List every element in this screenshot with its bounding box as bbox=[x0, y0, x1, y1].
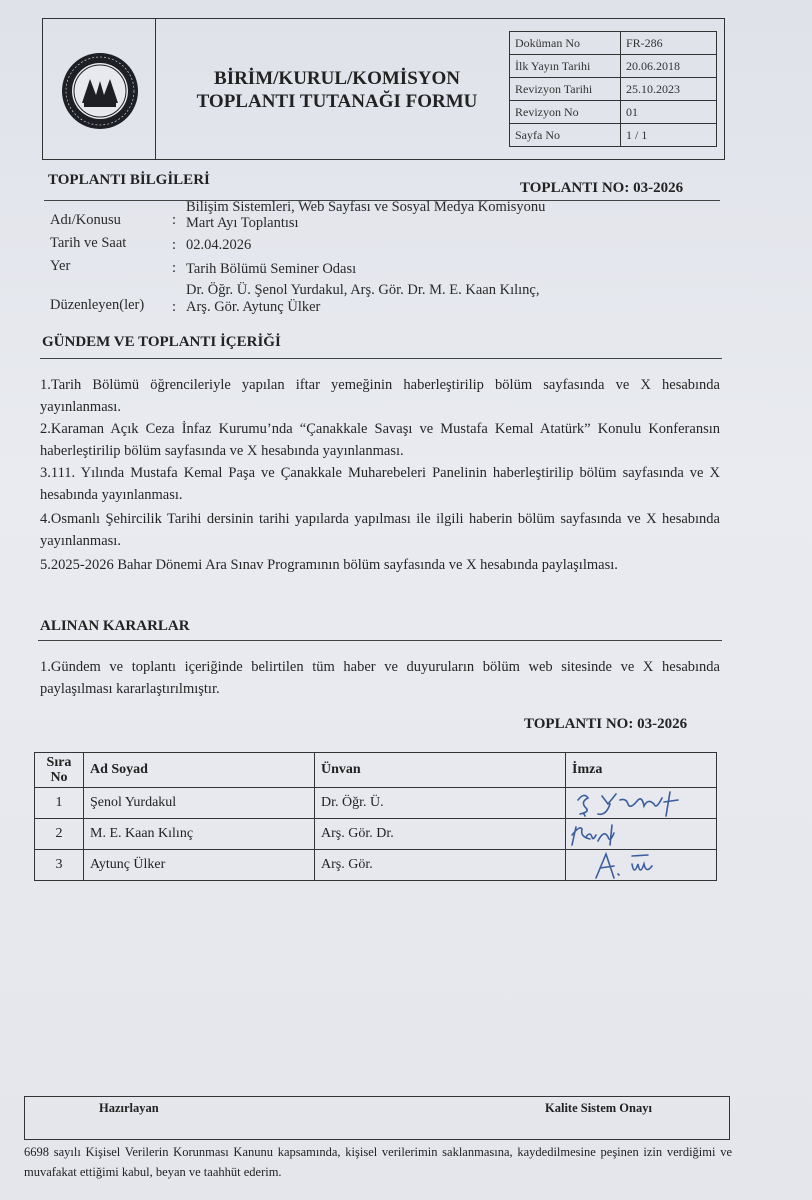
meta-key: Revizyon No bbox=[510, 101, 621, 124]
meta-key: Revizyon Tarihi bbox=[510, 78, 621, 101]
subject-value: Mart Ayı Toplantısı bbox=[186, 215, 299, 231]
row-title: Dr. Öğr. Ü. bbox=[315, 788, 566, 819]
col-header-signature: İmza bbox=[566, 753, 717, 788]
agenda-item: 4.Osmanlı Şehircilik Tarihi dersinin tarihi yapılarda yapılması ile ilgili haberin bölüm sayfasında ve X hesabında yayınlanması. bbox=[40, 511, 720, 549]
meta-row bbox=[510, 124, 717, 147]
signature-icon bbox=[566, 788, 706, 818]
meta-value: 1 / 1 bbox=[621, 124, 717, 147]
datetime-value: 02.04.2026 bbox=[186, 237, 252, 253]
decisions-title: ALINAN KARARLAR bbox=[40, 618, 190, 634]
form-title-line2: TOPLANTI TUTANAĞI FORMU bbox=[196, 91, 478, 112]
agenda-item: 2.Karaman Açık Ceza İnfaz Kurumu’nda “Çanakkale Savaşı ve Mustafa Kemal Atatürk” Konulu Konferansın haberleştirilip bölüm sayfasında ve X hesabında yayınlanması. bbox=[40, 421, 720, 459]
prepared-by-label: Hazırlayan bbox=[99, 1101, 159, 1115]
meta-key: İlk Yayın Tarihi bbox=[510, 55, 621, 78]
place-value: Tarih Bölümü Seminer Odası bbox=[186, 261, 357, 277]
agenda-title: GÜNDEM VE TOPLANTI İÇERİĞİ bbox=[42, 334, 281, 350]
table-row bbox=[35, 819, 717, 850]
quality-approval-label: Kalite Sistem Onayı bbox=[545, 1101, 652, 1115]
row-name: M. E. Kaan Kılınç bbox=[84, 819, 315, 850]
signature-icon bbox=[566, 819, 706, 849]
colon: : bbox=[172, 237, 177, 253]
signature-icon bbox=[566, 850, 706, 880]
agenda-item: 1.Tarih Bölümü öğrencileriyle yapılan iftar yemeğinin haberleştirilip bölüm sayfasında ve X hesabında yayınlanması. bbox=[40, 377, 720, 415]
section-divider bbox=[38, 640, 722, 641]
colon: : bbox=[172, 260, 177, 276]
col-header-name: Ad Soyad bbox=[84, 753, 315, 788]
section-divider bbox=[40, 358, 722, 359]
meta-value: FR-286 bbox=[621, 32, 717, 55]
table-header-row bbox=[35, 753, 717, 788]
agenda-item: 5.2025-2026 Bahar Dönemi Ara Sınav Programının bölüm sayfasında ve X hesabında paylaşılması. bbox=[40, 557, 618, 573]
row-no: 2 bbox=[35, 819, 84, 850]
row-no: 1 bbox=[35, 788, 84, 819]
committee-name: Bilişim Sistemleri, Web Sayfası ve Sosyal Medya Komisyonu bbox=[186, 199, 546, 215]
meta-value: 25.10.2023 bbox=[621, 78, 717, 101]
row-signature bbox=[566, 850, 717, 881]
document-meta-table bbox=[509, 31, 717, 147]
form-title bbox=[167, 67, 507, 113]
row-no: 3 bbox=[35, 850, 84, 881]
meta-value: 01 bbox=[621, 101, 717, 124]
col-header-no: Sıra No bbox=[35, 753, 84, 788]
colon: : bbox=[172, 212, 177, 228]
organizers-value-line2: Arş. Gör. Aytunç Ülker bbox=[186, 299, 321, 315]
place-label: Yer bbox=[50, 258, 71, 274]
table-row bbox=[35, 788, 717, 819]
table-row bbox=[35, 850, 717, 881]
attendance-table bbox=[34, 752, 717, 881]
row-name: Aytunç Ülker bbox=[84, 850, 315, 881]
row-signature bbox=[566, 819, 717, 850]
meta-value: 20.06.2018 bbox=[621, 55, 717, 78]
decision-text: 1.Gündem ve toplantı içeriğinde belirtilen tüm haber ve duyuruların bölüm web sitesinde ve X hesabında paylaşılması kararlaştırılmıştır. bbox=[40, 659, 720, 697]
meta-row bbox=[510, 32, 717, 55]
approval-box bbox=[24, 1096, 730, 1140]
datetime-label: Tarih ve Saat bbox=[50, 235, 127, 251]
meeting-info-title: TOPLANTI BİLGİLERİ bbox=[48, 172, 210, 188]
university-seal-icon bbox=[60, 51, 140, 131]
row-signature bbox=[566, 788, 717, 819]
meeting-number: TOPLANTI NO: 03-2026 bbox=[520, 180, 684, 196]
agenda-item: 3.111. Yılında Mustafa Kemal Paşa ve Çanakkale Muharebeleri Panelinin haberleştirilip bölüm sayfasında ve X hesabında yayınlanması. bbox=[40, 465, 720, 503]
organizers-label: Düzenleyen(ler) bbox=[50, 297, 145, 313]
logo-cell bbox=[43, 19, 156, 159]
col-header-title: Ünvan bbox=[315, 753, 566, 788]
subject-label: Adı/Konusu bbox=[50, 212, 121, 228]
form-header bbox=[42, 18, 725, 160]
meta-row bbox=[510, 78, 717, 101]
row-title: Arş. Gör. Dr. bbox=[315, 819, 566, 850]
colon: : bbox=[172, 299, 177, 315]
kvkk-consent-text: 6698 sayılı Kişisel Verilerin Korunması Kanunu kapsamında, kişisel verilerimin saklanmasına, kaydedilmesine peşinen izin verdiğimi ve muvafakat ettiğimi kabul, beyan ve taahhüt ederim. bbox=[24, 1145, 732, 1179]
form-title-line1: BİRİM/KURUL/KOMİSYON bbox=[214, 68, 460, 89]
attendance-meeting-number: TOPLANTI NO: 03-2026 bbox=[524, 716, 688, 732]
meta-row bbox=[510, 101, 717, 124]
meta-row bbox=[510, 55, 717, 78]
organizers-value-line1: Dr. Öğr. Ü. Şenol Yurdakul, Arş. Gör. Dr. M. E. Kaan Kılınç, bbox=[186, 282, 540, 298]
row-name: Şenol Yurdakul bbox=[84, 788, 315, 819]
meta-key: Doküman No bbox=[510, 32, 621, 55]
meta-key: Sayfa No bbox=[510, 124, 621, 147]
row-title: Arş. Gör. bbox=[315, 850, 566, 881]
